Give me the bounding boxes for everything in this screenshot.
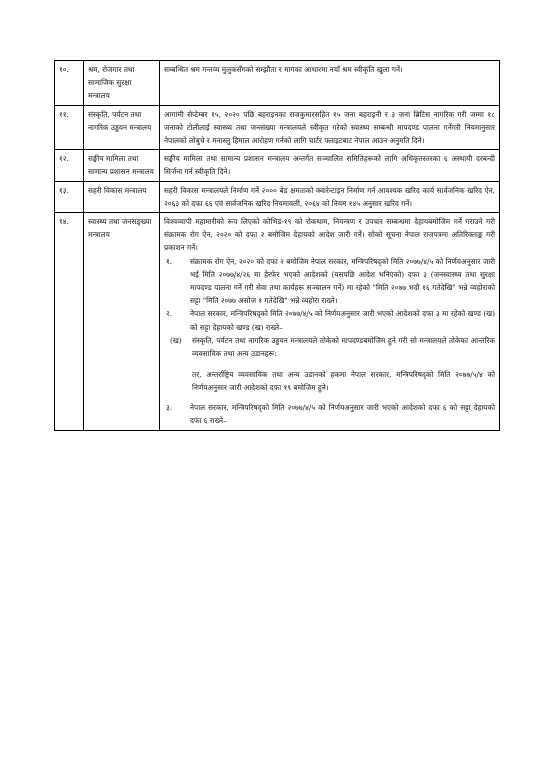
table-row [55, 181, 500, 212]
sub-clause-text: संस्कृति, पर्यटन तथा नागरिक उड्डयन मन्त्रालयले तोकेको मापदण्डबमोजिम हुने गरी सो मन्त्रालयले तोकेका आन्तरिक व्यवसायिक तथा अन्य उडानहरू: [192, 335, 495, 359]
decision-table [54, 60, 500, 431]
table-row [55, 105, 500, 150]
decision-intro: विश्वव्यापी महामारीको रूप लिएको कोभिड-१९ को रोकथाम, नियन्त्रण र उपचार सम्बन्धमा देहायबमोजिम गर्ने गराउने गरी संक्रामक रोग ऐन, २०२० को दफा २ बमोजिम देहायको आदेश जारी गर्ने। सोको सूचना नेपाल राजपत्रमा अतिरिक्ताङ्क गरी प्रकाशन गर्ने। [164, 217, 495, 253]
table-row [55, 150, 500, 181]
table-row [55, 61, 500, 106]
decision-text: आगामी सेप्टेम्बर १५, २०२० पछि बहराइनका राजकुमारसहित १५ जना बहराइनी र ३ जना ब्रिटिस नागरिक गरी जम्मा १८ जनाको टोलीलाई स्वास्थ्य तथा जनसंख्या मन्त्रालयले स्वीकृत गरेको स्वास्थ्य सम्बन्धी मापदण्ड पालना गर्नेगरी नियमानुसार नेपालको लोबुचे र मनास्लु हिमाल आरोहण गर्नको लागि चार्टर फ्लाइटबाट नेपाल आउन अनुमति दिने। [160, 105, 500, 150]
ministry-name: सहरी विकास मन्त्रालय [84, 181, 160, 212]
ministry-name: स्वास्थ्य तथा जनसङ्ख्या मन्त्रालय [84, 213, 160, 431]
decision-items [164, 255, 495, 428]
row-number: १०. [55, 61, 84, 106]
row-number: १२. [55, 150, 84, 181]
table-row [55, 213, 500, 431]
list-item [164, 255, 495, 308]
decision-text: सङ्घीय मामिला तथा सामान्य प्रशासन मन्त्रालय अन्तर्गत सञ्चालित समितिहरूको लागि अधिकृतस्तरका ६ अस्थायी दरबन्दी सिर्जना गर्न स्वीकृति दिने। [160, 150, 500, 181]
ministry-name: श्रम, रोजगार तथा सामाजिक सुरक्षा मन्त्रालय [84, 61, 160, 106]
ministry-name: संस्कृति, पर्यटन तथा नागरिक उड्डयन मन्त्रालय [84, 105, 160, 150]
proviso-text: तर, अन्तर्राष्ट्रिय व्यवसायिक तथा अन्य उडानको हकमा नेपाल सरकार, मन्त्रिपरिषद्को मिति २०७७/५/४ को निर्णयअनुसार जारी आदेशको दफा १९ बमोजिम हुने। [192, 369, 495, 392]
decision-text-block [160, 213, 500, 431]
row-number: ११. [55, 105, 84, 150]
sub-clause-block [164, 334, 495, 394]
sub-clause-number: (ख) [170, 335, 182, 345]
ministry-name: सङ्घीय मामिला तथा सामान्य प्रशासन मन्त्रालय [84, 150, 160, 181]
row-number: १४. [55, 213, 84, 431]
item-text: नेपाल सरकार, मन्त्रिपरिषद्को मिति २०७७/४/५ को निर्णयअनुसार जारी भएको आदेशको दफा ३ मा रहेको खण्ड (ख) को सट्टा देहायको खण्ड (ख) राख्ने– [190, 309, 495, 332]
decision-text: सम्बन्धित श्रम गन्तव्य मुलुकसँगको सम्झौता र मागका आधारमा नयाँ श्रम स्वीकृति खुला गर्ने। [160, 61, 500, 106]
decision-text: सहरी विकास मन्त्रालयले निर्माण गर्ने २००० बेड क्षमताको क्वारेन्टाइन निर्माण गर्न आवश्यक खरिद कार्य सार्वजनिक खरिद ऐन, २०६३ को दफा ६६ एवं सार्वजनिक खरिद नियमावली, २०६४ को नियम १४५ अनुसार खरिद गर्ने। [160, 181, 500, 212]
item-text: नेपाल सरकार, मन्त्रिपरिषद्को मिति २०७७/४/५ को निर्णयअनुसार जारी भएको आदेशको दफा ६ को सट्टा देहायको दफा ६ राख्ने– [190, 403, 495, 426]
item-number: २. [166, 309, 173, 319]
item-text: संक्रामक रोग ऐन, २०२० को दफा २ बमोजिम नेपाल सरकार, मन्त्रिपरिषद्को मिति २०७७/४/५ को निर्णयअनुसार जारी भई मिति २०७७/४/२६ मा हेरफेर भएको आदेशको (यसपछि आदेश भनिएको) दफा ३ (जनस्वास्थ्य तथा सुरक्षा मापदण्ड पालना गर्ने गरी सेवा तथा कार्यहरू सञ्चालन गर्ने) मा रहेको "मिति २०७७ भदौ १६ गतेदेखि" भन्ने व्यहोराको सट्टा "मिति २०७७ असोज १ गतेदेखि" भन्ने व्यहोरा राख्ने। [190, 256, 495, 306]
list-item [164, 307, 495, 333]
row-number: १३. [55, 181, 84, 212]
list-item [164, 401, 495, 427]
item-number: ३. [166, 403, 173, 413]
item-number: १. [166, 256, 173, 266]
sub-clause [168, 334, 495, 360]
